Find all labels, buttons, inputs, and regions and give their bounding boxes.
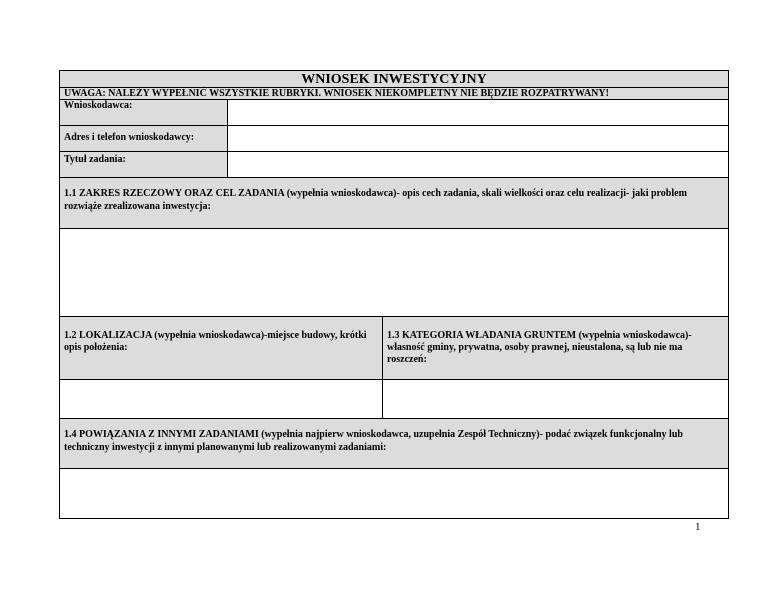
- section-1-3-label: 1.3 KATEGORIA WŁADANIA GRUNTEM (wypełnia wnioskodawca)- własność gminy, prywatna, osoby prawnej, nieustalona, są lub nie ma roszczeń:: [387, 330, 692, 365]
- address-label: Adres i telefon wnioskodawcy:: [60, 126, 228, 151]
- task-title-field[interactable]: [228, 152, 728, 177]
- section-1-2-label: 1.2 LOKALIZACJA (wypełnia wnioskodawca)-miejsce budowy, krótki opis położenia:: [64, 330, 367, 353]
- section-1-4-field[interactable]: [60, 469, 728, 518]
- applicant-row: [60, 100, 728, 126]
- section-1-1-field[interactable]: [60, 229, 728, 317]
- section-1-3-header: [383, 317, 728, 379]
- applicant-field[interactable]: [228, 100, 728, 125]
- task-title-label: Tytuł zadania:: [60, 152, 228, 177]
- form-notice: UWAGA: NALEŻY WYPEŁNIĆ WSZYSTKIE RUBRYKI. WNIOSEK NIEKOMPLETNY NIE BĘDZIE ROZPATRYWANY!: [60, 88, 728, 100]
- form-title: WNIOSEK INWESTYCYJNY: [60, 71, 728, 88]
- section-1-2-1-3-fields: [60, 380, 728, 419]
- address-row: [60, 126, 728, 152]
- applicant-label: Wnioskodawca:: [60, 100, 228, 125]
- section-1-1-header: 1.1 ZAKRES RZECZOWY ORAZ CEL ZADANIA (wypełnia wnioskodawca)- opis cech zadania, skali wielkości oraz celu realizacji- jaki problem rozwiąże zrealizowana inwestycja:: [60, 178, 728, 229]
- page-number: 1: [695, 521, 701, 533]
- section-1-2-header: [60, 317, 383, 379]
- address-field[interactable]: [228, 126, 728, 151]
- section-1-2-field[interactable]: [60, 380, 383, 418]
- task-title-row: [60, 152, 728, 178]
- investment-application-form: [59, 70, 729, 519]
- section-1-4-header: 1.4 POWIĄZANIA Z INNYMI ZADANIAMI (wypełnia najpierw wnioskodawca, uzupełnia Zespół Techniczny)- podać związek funkcjonalny lub techniczny inwestycji z innymi planowanymi lub realizowanymi zadaniami:: [60, 419, 728, 469]
- section-1-3-field[interactable]: [383, 380, 728, 418]
- section-1-2-1-3-header: [60, 317, 728, 380]
